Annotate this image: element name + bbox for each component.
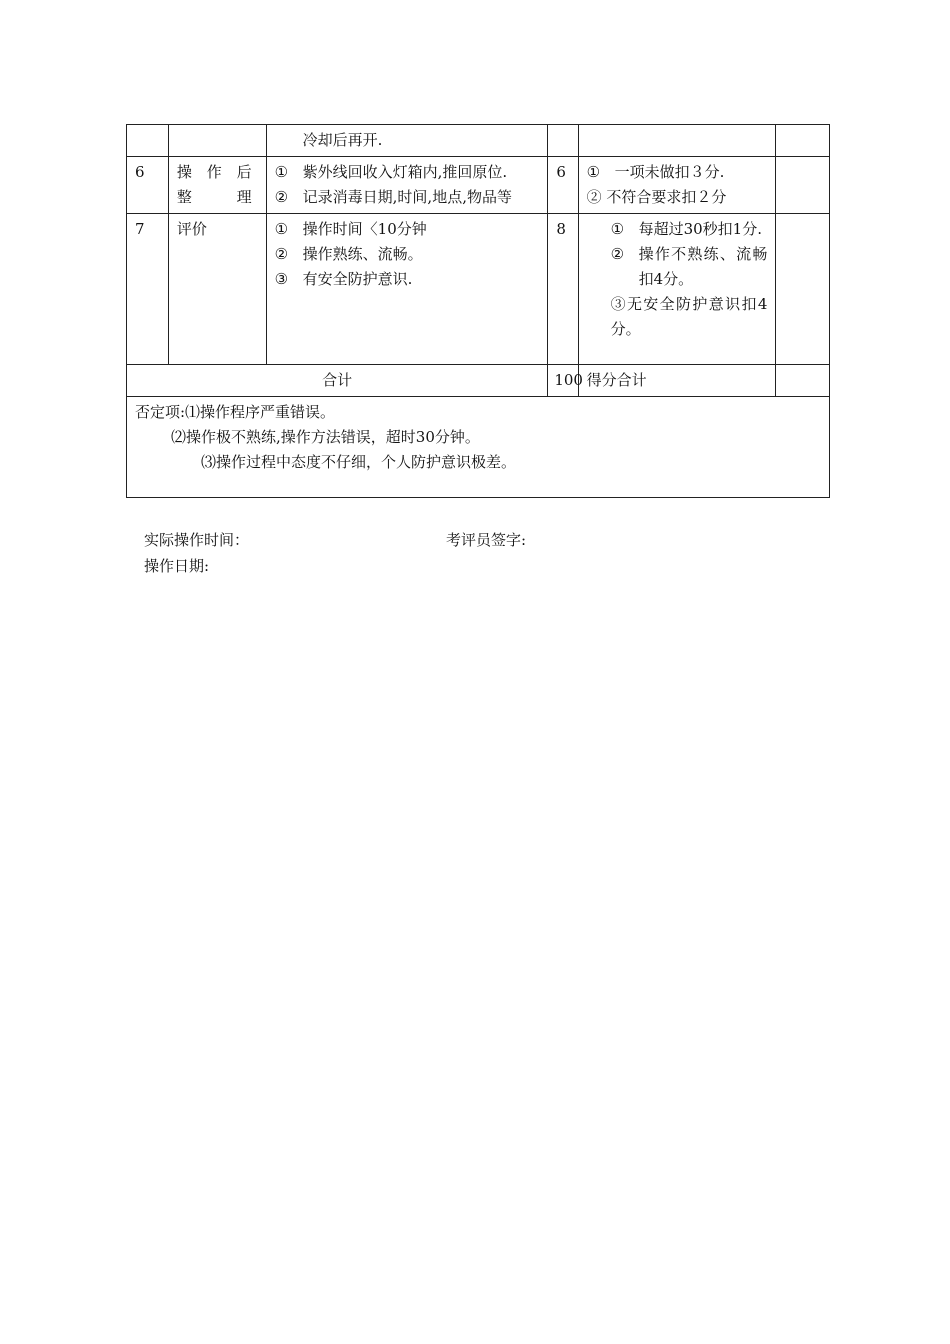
list-marker: ② — [610, 245, 625, 263]
list-marker: ② — [586, 188, 602, 206]
list-item — [275, 185, 540, 210]
negation-cell — [127, 397, 830, 498]
cell-actual-score — [776, 157, 830, 214]
table-row-6 — [127, 157, 830, 214]
total-score: 100 — [548, 365, 578, 397]
deduction-text: 每超过30秒扣1分. — [638, 220, 762, 238]
negation-line-2: ⑵操作极不熟练,操作方法错误，超时30分钟。 — [171, 428, 480, 446]
list-item — [275, 217, 540, 242]
negation-line-3: ⑶操作过程中态度不仔细，个人防护意识极差。 — [201, 453, 517, 471]
list-item — [587, 185, 768, 210]
operation-date-label: 操作日期: — [144, 557, 210, 575]
actual-time-label: 实际操作时间： — [144, 531, 250, 549]
cell-actual-score — [776, 125, 830, 157]
cell-deduction — [578, 125, 776, 157]
total-label: 合计 — [127, 365, 548, 397]
list-item — [275, 267, 540, 292]
cell-score: 6 — [548, 157, 578, 214]
standard-text: 记录消毒日期,时间,地点,物品等 — [302, 188, 512, 206]
cell-standard — [266, 125, 548, 157]
list-marker: ① — [586, 163, 601, 181]
cell-standard — [266, 214, 548, 365]
cell-standard — [266, 157, 548, 214]
list-marker: ② — [274, 245, 289, 263]
list-item — [587, 160, 768, 185]
list-marker: ① — [274, 220, 289, 238]
table-row-total — [127, 365, 830, 397]
cell-actual-score — [776, 214, 830, 365]
cell-deduction — [578, 157, 776, 214]
list-marker: ③ — [610, 295, 627, 313]
cell-score: 8 — [548, 214, 578, 365]
standard-text: 紫外线回收入灯箱内,推回原位. — [302, 163, 508, 181]
list-item — [611, 217, 768, 242]
negation-line-1: 否定项:⑴操作程序严重错误。 — [135, 403, 336, 421]
table-row-continuation — [127, 125, 830, 157]
standard-text: 操作时间〈10分钟 — [302, 220, 427, 238]
standard-text: 冷却后再开. — [302, 131, 383, 149]
list-marker: ③ — [274, 270, 289, 288]
cell-score — [548, 125, 578, 157]
examiner-signature-label: 考评员签字: — [446, 531, 527, 549]
item-name: 评价 — [176, 220, 207, 238]
cell-deduction — [578, 214, 776, 365]
scoring-table — [126, 124, 830, 498]
standard-text: 操作熟练、流畅。 — [302, 245, 423, 263]
list-marker: ② — [274, 188, 289, 206]
cell-item — [168, 125, 266, 157]
deduction-text: 不符合要求扣２分 — [606, 188, 727, 206]
list-marker: ① — [274, 163, 289, 181]
list-item — [275, 242, 540, 267]
item-name: 操作后整理 — [176, 163, 258, 206]
standard-text: 有安全防护意识. — [302, 270, 413, 288]
cell-item — [168, 157, 266, 214]
total-result-label: 得分合计 — [578, 365, 776, 397]
total-result-value — [776, 365, 830, 397]
list-marker: ① — [610, 220, 625, 238]
table-row-negation — [127, 397, 830, 498]
cell-num — [127, 125, 169, 157]
table-row-7 — [127, 214, 830, 365]
cell-item — [168, 214, 266, 365]
deduction-text: 无安全防护意识扣4分。 — [610, 295, 768, 338]
list-item — [611, 242, 768, 292]
deduction-text: 一项未做扣３分. — [614, 163, 725, 181]
list-item — [275, 160, 540, 185]
cell-num: 7 — [127, 214, 169, 365]
list-item — [611, 292, 768, 342]
cell-num: 6 — [127, 157, 169, 214]
deduction-text: 操作不熟练、流畅扣4分。 — [638, 245, 768, 288]
